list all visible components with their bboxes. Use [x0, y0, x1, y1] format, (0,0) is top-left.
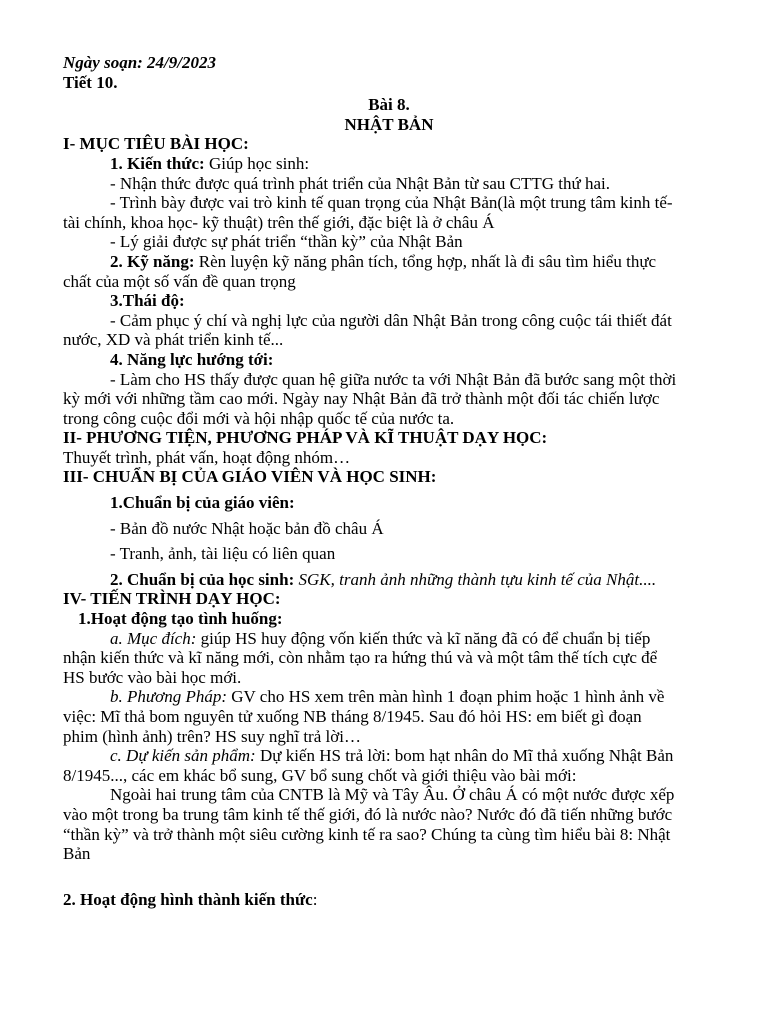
student-prep-text: SGK, tranh ảnh những thành tựu kinh tế của Nhật....	[294, 569, 657, 589]
competence-line-3: trong công cuộc đổi mới và hội nhập quốc tế của nước ta.	[63, 408, 455, 428]
expected-label: c. Dự kiến sản phẩm:	[110, 746, 256, 766]
section-2-body: Thuyết trình, phát vấn, hoạt động nhóm…	[63, 447, 351, 467]
section-2-heading: II- PHƯƠNG TIỆN, PHƯƠNG PHÁP VÀ KĨ THUẬT DẠY HỌC:	[63, 428, 548, 448]
knowledge-label: 1. Kiến thức:	[110, 153, 205, 173]
student-prep-label: 2. Chuẩn bị của học sinh:	[110, 569, 295, 589]
lesson-title: Bài 8.	[368, 95, 410, 115]
section-3-heading: III- CHUẨN BỊ CỦA GIÁO VIÊN VÀ HỌC SINH:	[63, 467, 437, 487]
activity-2-colon: :	[312, 889, 318, 909]
intro-line-2: vào một trong ba trung tâm kinh tế thế giới, đó là nước nào? Nước đó đã tiến những bước	[63, 804, 673, 824]
competence-line-2: kỳ mới với những tầm cao mới. Ngày nay Nhật Bản đã trở thành một đối tác chiến lược	[63, 389, 660, 409]
lesson-name: NHẬT BẢN	[344, 114, 434, 134]
skill-label: 2. Kỹ năng:	[110, 251, 195, 271]
knowledge-line	[63, 154, 715, 174]
expected-line-2: 8/1945..., các em khác bổ sung, GV bổ sung chốt và giới thiệu vào bài mới:	[63, 765, 577, 785]
teacher-prep-item-1: - Bản đồ nước Nhật hoặc bản đồ châu Á	[110, 518, 384, 538]
purpose-label: a. Mục đích:	[110, 628, 197, 648]
purpose-line-1	[63, 629, 715, 649]
knowledge-item-2-line1: - Trình bày được vai trò kinh tế quan trọng của Nhật Bản(là một trung tâm kinh tế-	[110, 193, 673, 213]
document-page	[63, 53, 715, 909]
knowledge-item-2-line2: tài chính, khoa học- kỹ thuật) trên thế giới, đặc biệt là ở châu Á	[63, 212, 495, 232]
teacher-prep-label: 1.Chuẩn bị của giáo viên:	[110, 493, 295, 513]
section-1-heading: I- MỤC TIÊU BÀI HỌC:	[63, 134, 249, 154]
skill-line	[63, 252, 715, 272]
activity-2-label: 2. Hoạt động hình thành kiến thức	[63, 889, 313, 909]
student-prep-line	[63, 570, 715, 590]
method-line-1	[63, 687, 715, 707]
attitude-line-1: - Cảm phục ý chí và nghị lực của người dân Nhật Bản trong công cuộc tái thiết đát	[110, 310, 672, 330]
lesson-number: Tiết 10.	[63, 72, 118, 92]
knowledge-intro: Giúp học sinh:	[204, 153, 310, 173]
intro-line-1: Ngoài hai trung tâm của CNTB là Mỹ và Tây Âu. Ở châu Á có một nước được xếp	[110, 785, 675, 805]
knowledge-item-1: - Nhận thức được quá trình phát triển của Nhật Bản từ sau CTTG thứ hai.	[110, 173, 610, 193]
method-text: GV cho HS xem trên màn hình 1 đoạn phim hoặc 1 hình ảnh về	[227, 687, 665, 707]
skill-text: Rèn luyện kỹ năng phân tích, tổng hợp, nhất là đi sâu tìm hiểu thực	[194, 251, 657, 271]
purpose-line-2: nhận kiến thức và kĩ năng mới, còn nhằm tạo ra hứng thú và và một tâm thế tích cực để	[63, 648, 658, 668]
activity-2-line	[63, 890, 715, 910]
attitude-label: 3.Thái độ:	[110, 291, 185, 311]
date-prepared: Ngày soạn: 24/9/2023	[63, 53, 216, 72]
intro-line-3: “thần kỳ” và trở thành một siêu cường kinh tế ra sao? Chúng ta cùng tìm hiểu bài 8: Nhật	[63, 824, 671, 844]
competence-line-1: - Làm cho HS thấy được quan hệ giữa nước ta với Nhật Bản đã bước sang một thời	[110, 369, 677, 389]
attitude-line-2: nước, XD và phát triển kinh tế...	[63, 330, 284, 350]
competence-label: 4. Năng lực hướng tới:	[110, 349, 274, 369]
knowledge-item-3: - Lý giải được sự phát triển “thần kỳ” của Nhật Bản	[110, 232, 463, 252]
expected-text: Dự kiến HS trả lời: bom hạt nhân do Mĩ thả xuống Nhật Bản	[255, 746, 674, 766]
intro-line-4: Bản	[63, 844, 91, 864]
method-label: b. Phương Pháp:	[110, 687, 228, 707]
expected-line-1	[63, 746, 715, 766]
teacher-prep-item-2: - Tranh, ảnh, tài liệu có liên quan	[110, 544, 336, 564]
method-line-2: việc: Mĩ thả bom nguyên tử xuống NB tháng 8/1945. Sau đó hỏi HS: em biết gì đoạn	[63, 707, 642, 726]
section-4-heading: IV- TIẾN TRÌNH DẠY HỌC:	[63, 589, 281, 609]
method-line-3: phim (hình ảnh) trên? HS suy nghĩ trả lời…	[63, 726, 361, 746]
purpose-line-3: HS bước vào bài học mới.	[63, 667, 242, 687]
skill-line-2: chất của một số vấn đề quan trọng	[63, 271, 296, 291]
activity-1-label: 1.Hoạt động tạo tình huống:	[78, 609, 283, 629]
purpose-text: giúp HS huy động vốn kiến thức và kĩ năng đã có để chuẩn bị tiếp	[196, 628, 651, 648]
